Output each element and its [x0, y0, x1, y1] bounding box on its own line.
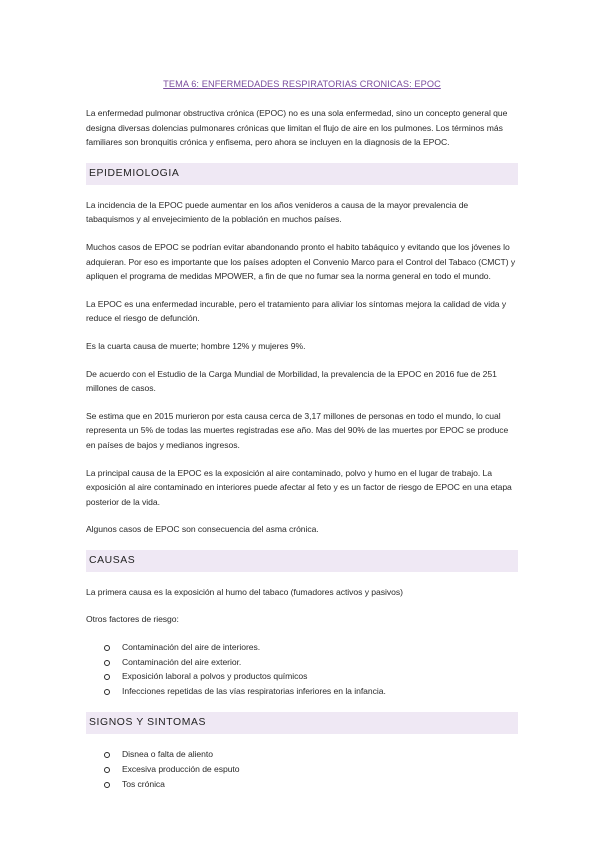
section-heading-causas: CAUSAS	[86, 550, 518, 572]
epidemiologia-paragraph: La EPOC es una enfermedad incurable, pero el tratamiento para aliviar los síntomas mejora la calidad de vida y reduce el riesgo de defunción.	[86, 298, 507, 324]
section-heading-epidemiologia: EPIDEMIOLOGIA	[86, 163, 518, 185]
document-title: TEMA 6: ENFERMEDADES RESPIRATORIAS CRONICAS: EPOC	[163, 79, 441, 89]
signos-list	[86, 747, 518, 791]
document-content	[86, 79, 518, 805]
bullet-icon	[104, 645, 110, 651]
epidemiologia-paragraph: La principal causa de la EPOC es la exposición al aire contaminado, polvo y humo en el lugar de trabajo. La exposición al aire contaminado en interiores puede afectar al feto y es un factor de riesgo de EPOC en una etapa posterior de la vida.	[86, 467, 512, 507]
list-item	[86, 640, 518, 655]
list-item-text: Infecciones repetidas de las vías respiratorias inferiores en la infancia.	[122, 685, 386, 696]
list-item-text: Excesiva producción de esputo	[122, 764, 240, 775]
epidemiologia-paragraph: Se estima que en 2015 murieron por esta causa cerca de 3,17 millones de personas en todo el mundo, lo cual representa un 5% de todas las muertes registradas ese año. Mas del 90% de las muertes por EPOC se produce en países de bajos y medianos ingresos.	[86, 410, 509, 450]
bullet-icon	[104, 660, 110, 666]
bullet-icon	[104, 767, 110, 773]
bullet-icon	[104, 674, 110, 680]
list-item	[86, 669, 518, 684]
bullet-icon	[104, 782, 110, 788]
list-item	[86, 747, 518, 762]
list-item-text: Exposición laboral a polvos y productos químicos	[122, 671, 308, 682]
causas-list	[86, 640, 518, 698]
list-item-text: Contaminación del aire exterior.	[122, 656, 242, 667]
list-item	[86, 655, 518, 670]
bullet-icon	[104, 689, 110, 695]
list-item-text: Disnea o falta de aliento	[122, 749, 213, 760]
list-item-text: Contaminación del aire de interiores.	[122, 642, 261, 653]
epidemiologia-paragraph: La incidencia de la EPOC puede aumentar en los años venideros a causa de la mayor prevalencia de tabaquismos y al envejecimiento de la población en muchos países.	[86, 199, 469, 225]
epidemiologia-paragraph: Es la cuarta causa de muerte; hombre 12% y mujeres 9%.	[86, 340, 306, 351]
epidemiologia-paragraph: De acuerdo con el Estudio de la Carga Mundial de Morbilidad, la prevalencia de la EPOC en 2016 fue de 251 millones de casos.	[86, 368, 497, 394]
list-item	[86, 777, 518, 792]
intro-paragraph: La enfermedad pulmonar obstructiva crónica (EPOC) no es una sola enfermedad, sino un concepto general que designa diversas dolencias pulmonares crónicas que limitan el flujo de aire en los pulmones. Los términos más familiares son bronquitis crónica y enfisema, pero ahora se incluyen en la diagnosis de la EPOC.	[86, 108, 508, 148]
bullet-icon	[104, 752, 110, 758]
causas-primary-paragraph: La primera causa es la exposición al humo del tabaco (fumadores activos y pasivos)	[86, 586, 403, 597]
causas-others-label: Otros factores de riesgo:	[86, 614, 179, 625]
list-item-text: Tos crónica	[122, 778, 165, 789]
list-item	[86, 684, 518, 699]
section-heading-signos: SIGNOS Y SINTOMAS	[86, 712, 518, 734]
epidemiologia-paragraph: Muchos casos de EPOC se podrían evitar abandonando pronto el habito tabáquico y evitando que los jóvenes lo adquieran. Por eso es importante que los países adopten el Convenio Marco para el Control del Tabaco (CMCT) y apliquen el programa de medidas MPOWER, a fin de que no fumar sea la norma general en todo el mundo.	[86, 241, 516, 282]
list-item	[86, 762, 518, 777]
epidemiologia-paragraph: Algunos casos de EPOC son consecuencia del asma crónica.	[86, 524, 319, 535]
